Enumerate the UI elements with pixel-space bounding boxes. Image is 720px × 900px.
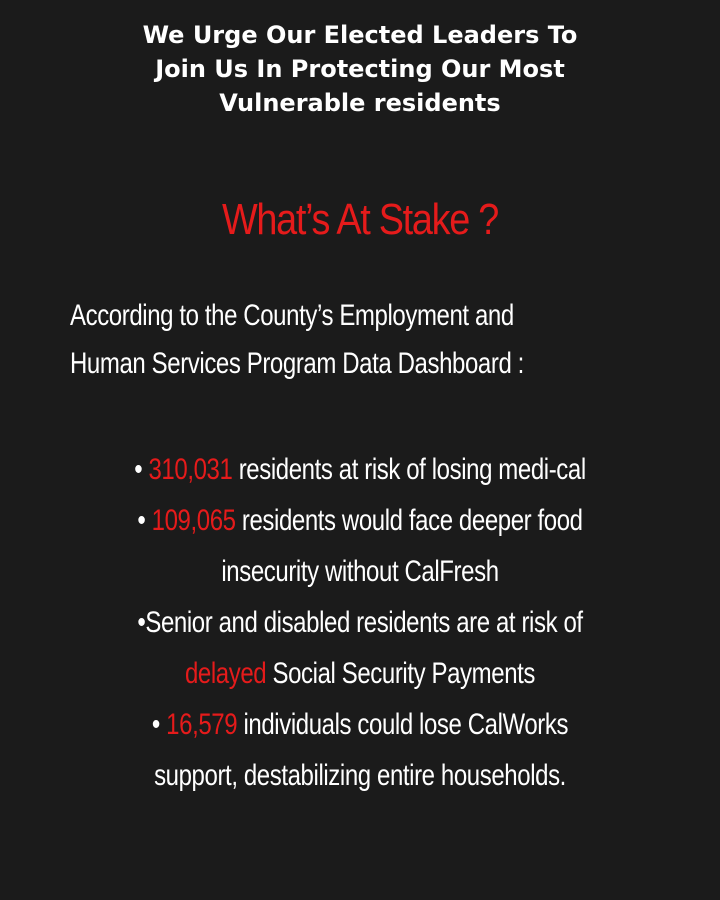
fact-number: 310,031 [148, 453, 233, 486]
headline-line-2: Join Us In Protecting Our Most [155, 55, 565, 83]
intro-line-1: According to the County’s Employment and [70, 299, 514, 332]
headline-line-3: Vulnerable residents [219, 89, 501, 117]
headline [0, 18, 720, 120]
facts-list [72, 444, 648, 801]
bullet: • [151, 708, 167, 741]
fact-medi-cal [72, 444, 648, 495]
bullet: • [137, 504, 152, 537]
fact-calworks [72, 699, 648, 750]
section-title: What’s At Stake ? [221, 195, 499, 244]
fact-highlight: delayed [184, 657, 267, 690]
fact-calfresh [72, 495, 648, 546]
fact-text: individuals could lose CalWorks [237, 708, 569, 741]
intro-paragraph [70, 292, 582, 388]
fact-text: residents would face deeper food [235, 504, 583, 537]
fact-text: Social Security Payments [266, 657, 536, 690]
fact-social-security: •Senior and disabled residents are at risk of [137, 606, 583, 639]
bullet: • [134, 453, 149, 486]
headline-line-1: We Urge Our Elected Leaders To [142, 21, 578, 49]
fact-number: 109,065 [151, 504, 236, 537]
fact-calfresh-continued: insecurity without CalFresh [221, 555, 499, 588]
fact-calworks-continued: support, destabilizing entire households. [154, 759, 566, 792]
fact-number: 16,579 [166, 708, 238, 741]
intro-line-2: Human Services Program Data Dashboard : [70, 347, 524, 380]
fact-social-security-continued [72, 648, 648, 699]
fact-text: residents at risk of losing medi-cal [232, 453, 586, 486]
